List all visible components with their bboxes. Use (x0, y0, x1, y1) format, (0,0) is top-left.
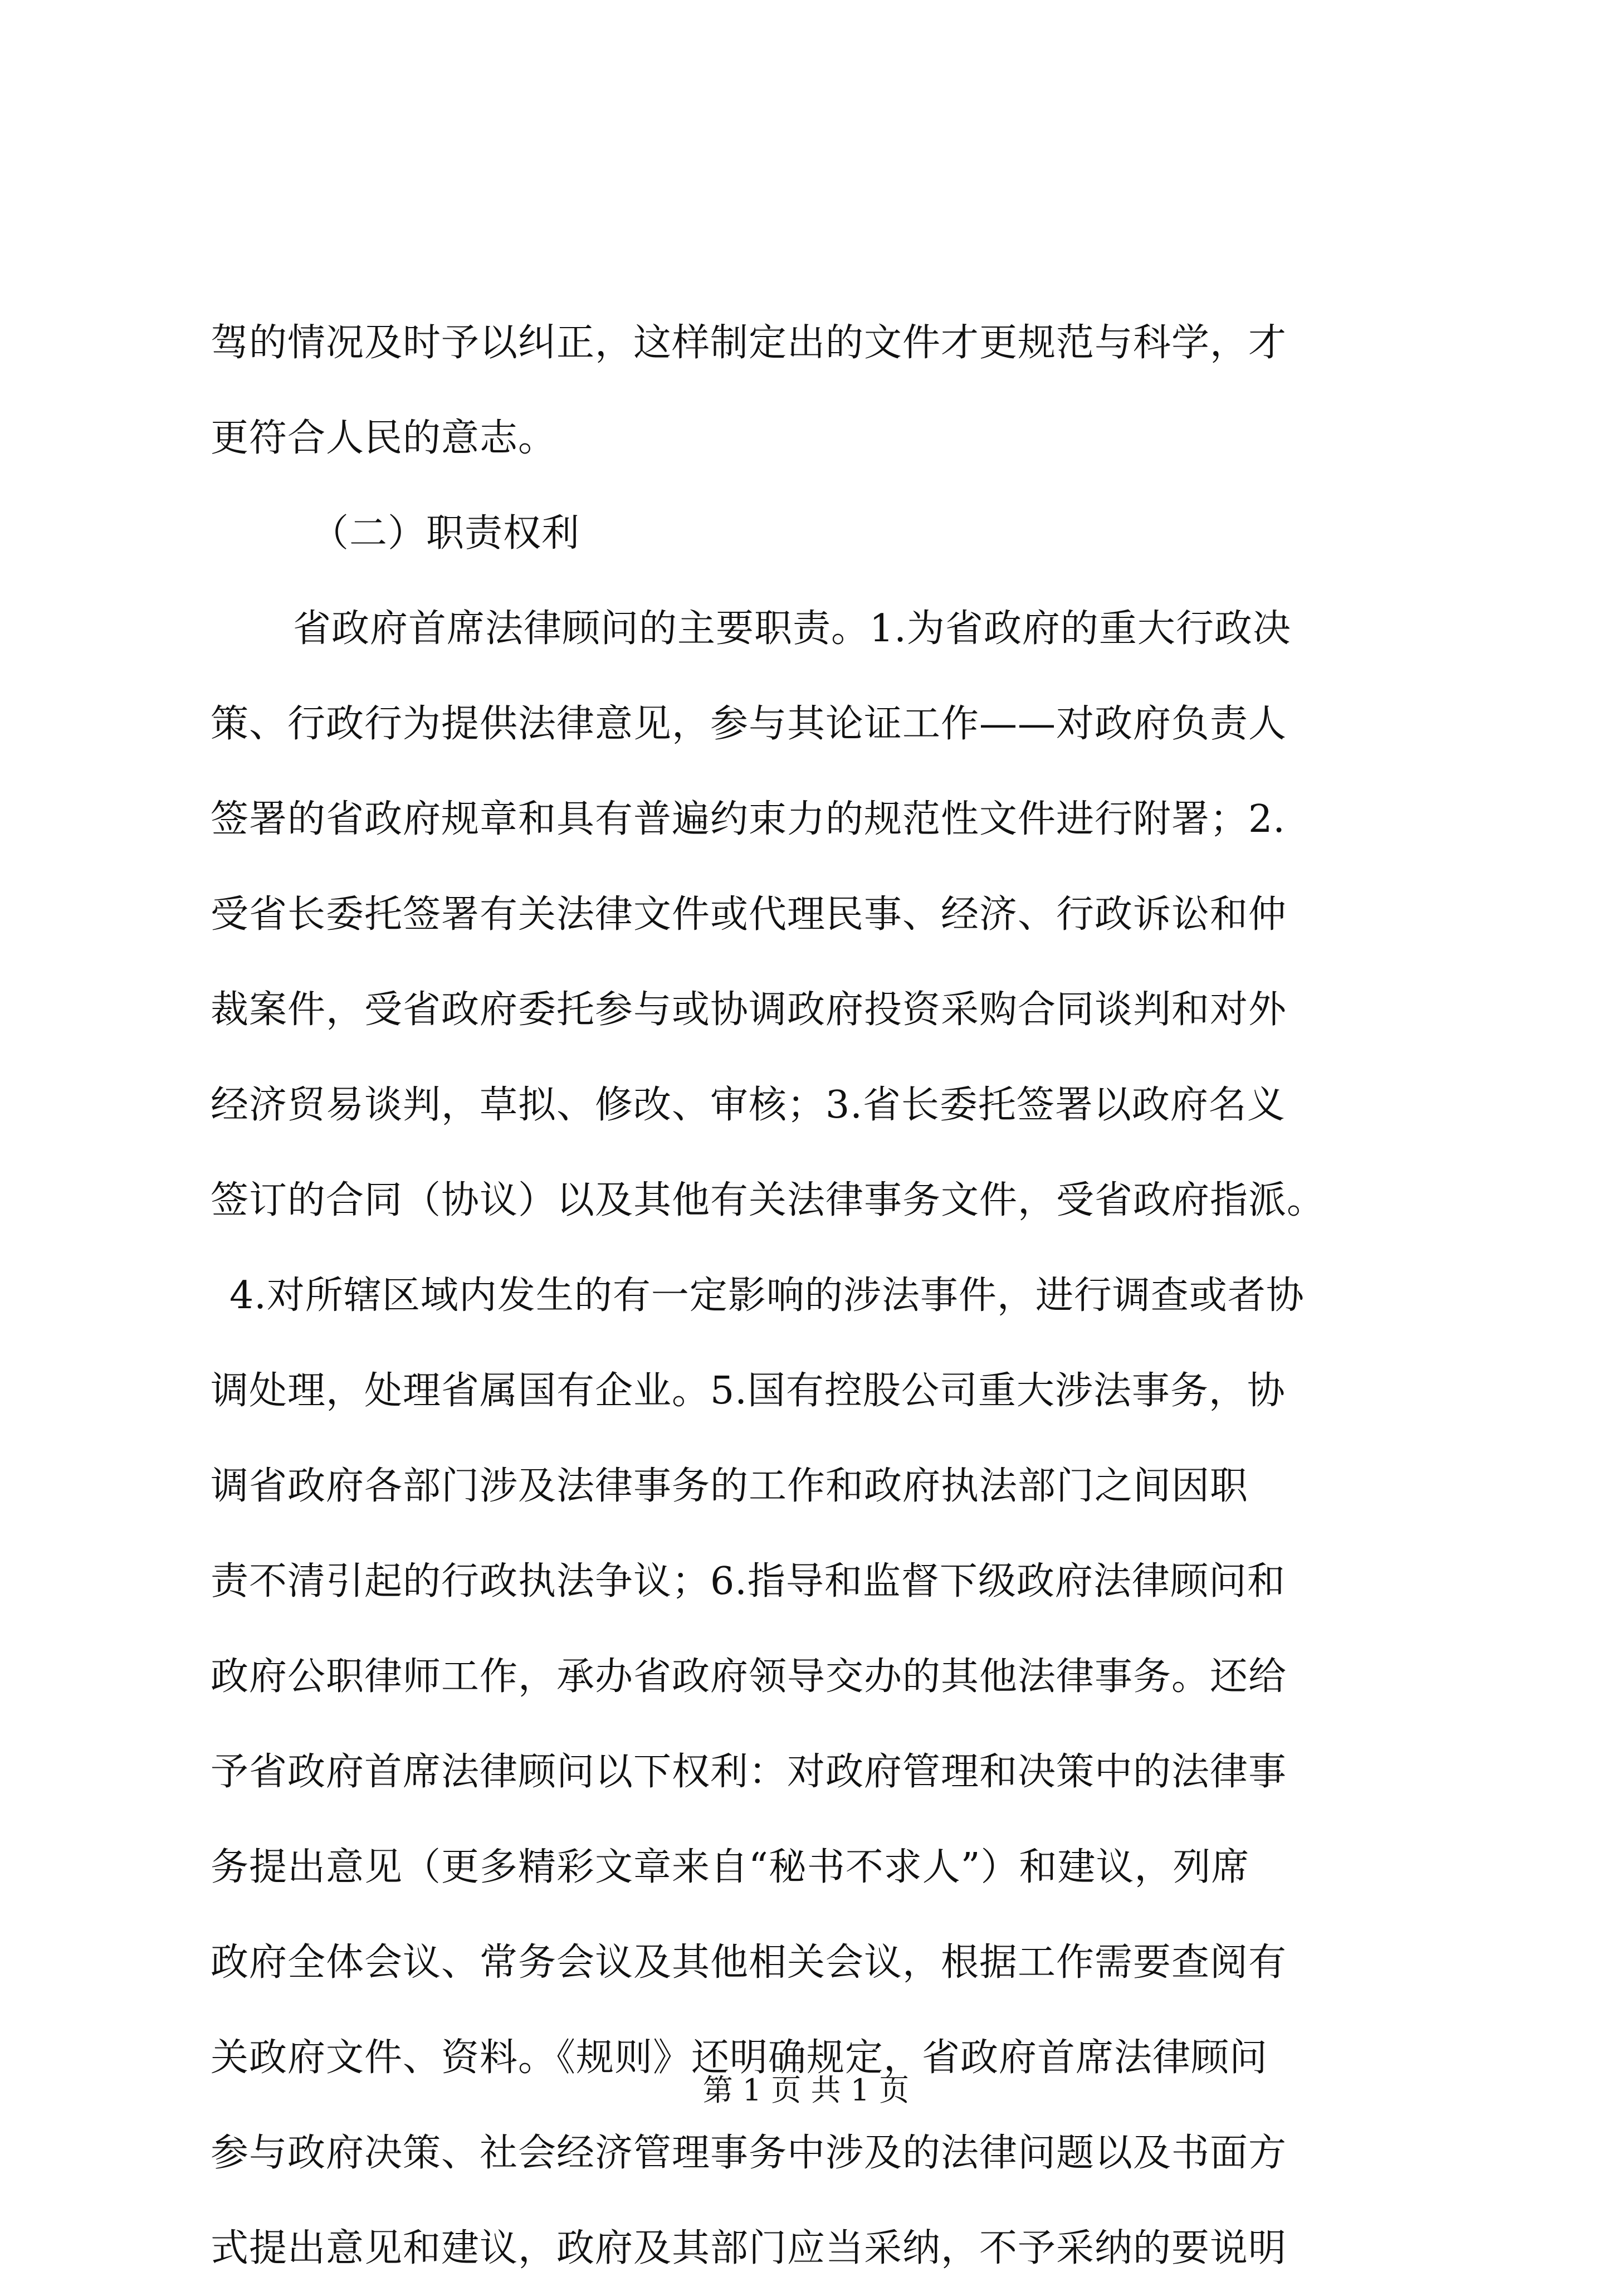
text-line: 关政府文件、资料。《规则》还明确规定，省政府首席法律顾问 (211, 2036, 1268, 2080)
text-line: 省政府首席法律顾问的主要职责。1.为省政府的重大行政决 (293, 607, 1291, 651)
section-heading: （二）职责权利 (311, 511, 580, 555)
text-line: 政府全体会议、常务会议及其他相关会议，根据工作需要查阅有 (211, 1941, 1287, 1985)
text-line: 更符合人民的意志。 (211, 416, 557, 460)
text-line: 政府公职律师工作，承办省政府领导交办的其他法律事务。还给 (211, 1655, 1287, 1699)
text-line: 经济贸易谈判，草拟、修改、审核；3.省长委托签署以政府名义 (211, 1083, 1286, 1127)
text-line: 策、行政行为提供法律意见，参与其论证工作——对政府负责人 (211, 702, 1287, 746)
text-line: 责不清引起的行政执法争议；6.指导和监督下级政府法律顾问和 (211, 1559, 1286, 1603)
text-line: 受省长委托签署有关法律文件或代理民事、经济、行政诉讼和仲 (211, 893, 1287, 937)
text-line: 式提出意见和建议，政府及其部门应当采纳，不予采纳的要说明 (211, 2226, 1287, 2270)
text-line: 裁案件，受省政府委托参与或协调政府投资采购合同谈判和对外 (211, 988, 1287, 1032)
text-line: 予省政府首席法律顾问以下权利：对政府管理和决策中的法律事 (211, 1750, 1287, 1794)
page-number-label: 第 1 页 共 1 页 (702, 2073, 910, 2108)
text-line: 参与政府决策、社会经济管理事务中涉及的法律问题以及书面方 (211, 2131, 1287, 2175)
text-line: 签订的合同（协议）以及其他有关法律事务文件，受省政府指派。 (211, 1178, 1326, 1222)
text-line: 调处理，处理省属国有企业。5.国有控股公司重大涉法事务，协 (211, 1369, 1286, 1413)
page-footer (0, 2068, 1612, 2113)
body-text (211, 295, 1414, 2296)
text-line: 签署的省政府规章和具有普遍约束力的规范性文件进行附署；2. (211, 797, 1286, 841)
text-line: 驾的情况及时予以纠正，这样制定出的文件才更规范与科学，才 (211, 321, 1287, 365)
text-line: 4.对所辖区域内发生的有一定影响的涉法事件，进行调查或者协 (229, 1274, 1305, 1318)
text-line: 调省政府各部门涉及法律事务的工作和政府执法部门之间因职 (211, 1464, 1249, 1508)
text-line: 务提出意见（更多精彩文章来自“秘书不求人”）和建议，列席 (211, 1845, 1250, 1889)
